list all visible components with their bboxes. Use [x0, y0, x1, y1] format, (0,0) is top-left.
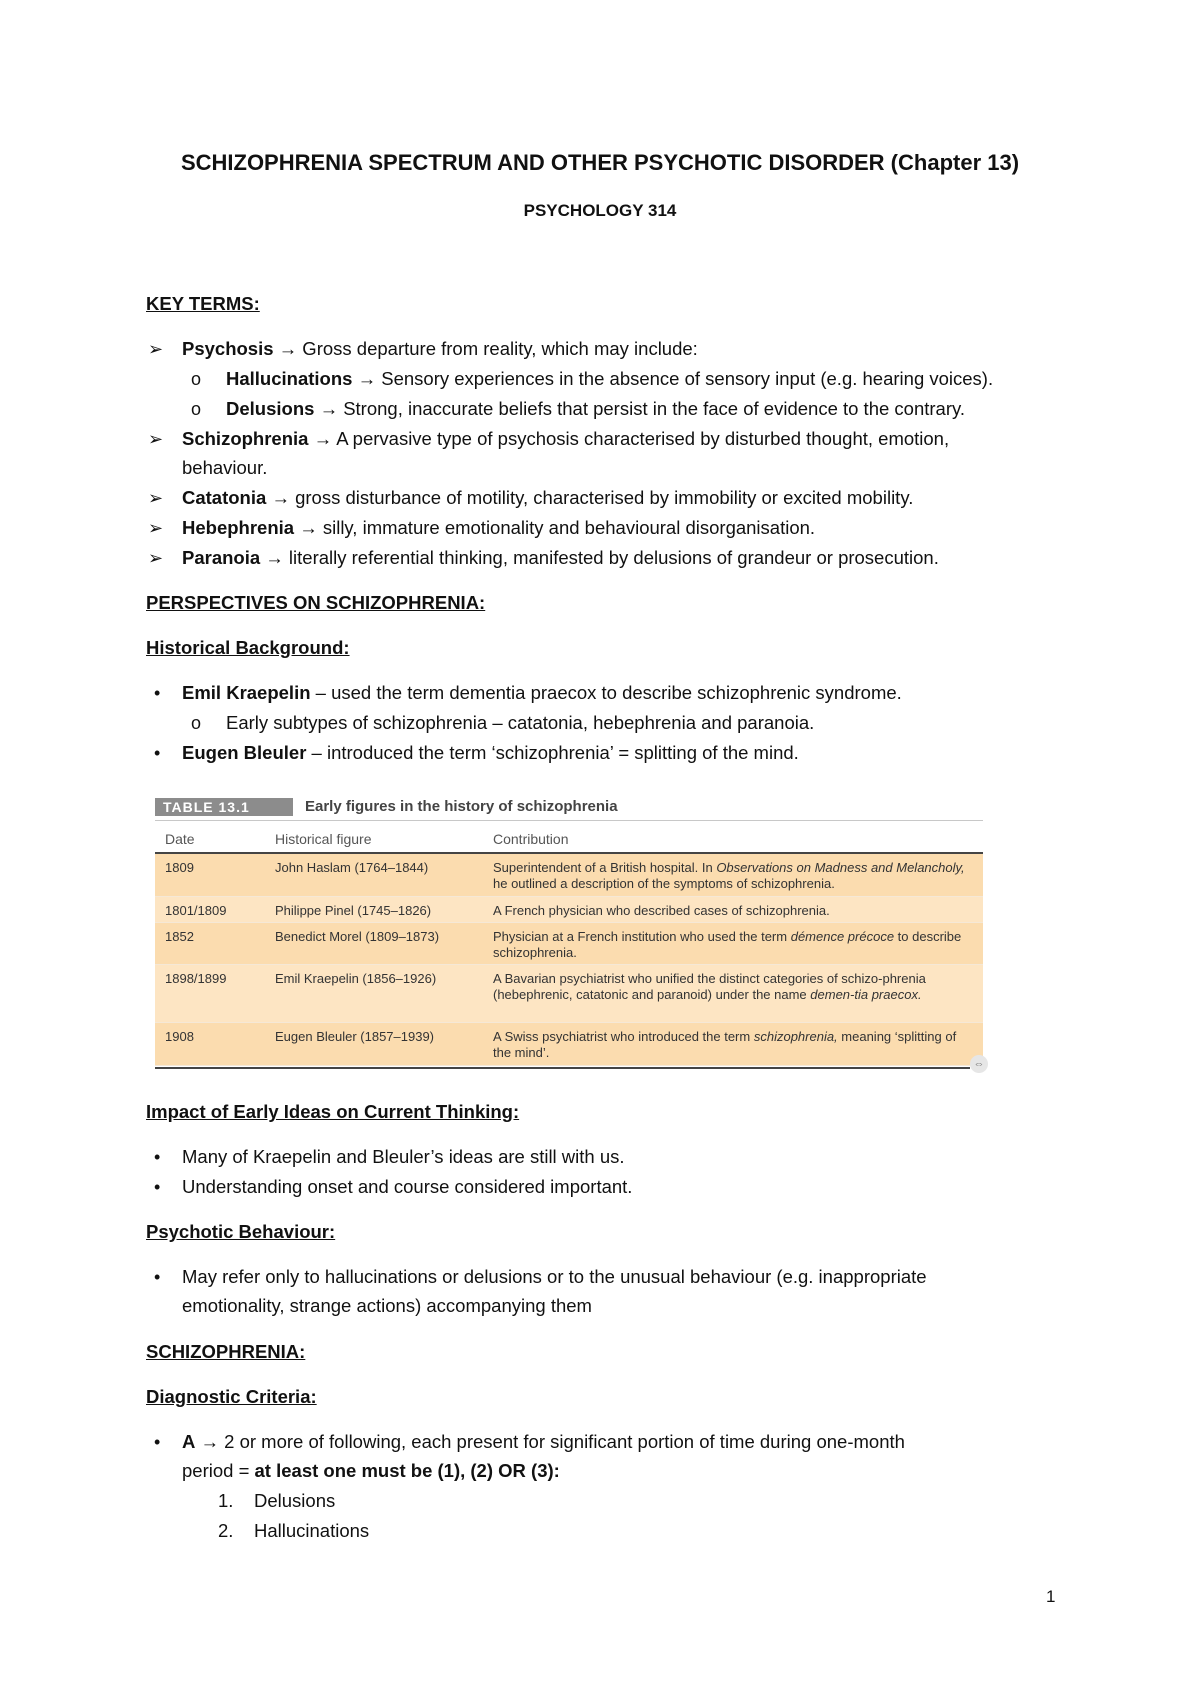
table-row — [155, 854, 983, 897]
dot-bullet-icon: • — [154, 1432, 161, 1452]
term-psychosis: Psychosis — [182, 338, 274, 359]
term-definition: gross disturbance of motility, characterised by immobility or excited mobility. — [289, 487, 914, 508]
term-schizophrenia: Schizophrenia — [182, 428, 309, 449]
sub-bullet-icon: o — [191, 399, 202, 419]
table-divider — [155, 1067, 970, 1069]
arrow-icon: → — [200, 1431, 220, 1452]
cell-contribution: Physician at a French institution who used the term démence précoce to describe schizophrenia. — [493, 929, 962, 960]
criterion-item: Hallucinations — [254, 1520, 370, 1541]
term-definition: Gross departure from reality, which may include: — [297, 338, 698, 359]
arrow-icon: → — [278, 338, 298, 359]
arrow-icon: → — [357, 368, 377, 389]
schizophrenia-heading: SCHIZOPHRENIA: — [146, 1341, 306, 1362]
course-code: PSYCHOLOGY 314 — [523, 201, 677, 220]
list-item — [0, 680, 1200, 710]
term-definition: silly, immature emotionality and behavioural disorganisation. — [317, 517, 816, 538]
historical-background-heading: Historical Background: — [146, 637, 350, 658]
history-table — [155, 796, 985, 1069]
cell-figure: Emil Kraepelin (1856–1926) — [275, 971, 437, 986]
column-header-contribution: Contribution — [493, 831, 569, 847]
cell-contribution: A Bavarian psychiatrist who unified the distinct categories of schizo-phrenia (hebephrenic, catatonic and paranoid) under the name demen-tia praecox. — [493, 971, 926, 1002]
criterion-label: A — [182, 1431, 196, 1452]
cell-date: 1898/1899 — [165, 971, 227, 986]
list-item — [0, 396, 1200, 426]
arrow-bullet-icon: ➢ — [148, 339, 164, 359]
dot-bullet-icon: • — [154, 743, 161, 763]
cell-figure: Benedict Morel (1809–1873) — [275, 929, 440, 944]
term-hallucinations: Hallucinations — [226, 368, 353, 389]
list-item — [0, 1488, 1200, 1518]
list-item — [0, 366, 1200, 396]
subtypes-text: Early subtypes of schizophrenia – catatonia, hebephrenia and paranoia. — [226, 712, 815, 733]
list-item — [0, 515, 1200, 545]
term-delusions: Delusions — [226, 398, 315, 419]
psychotic-behaviour-heading: Psychotic Behaviour: — [146, 1221, 336, 1242]
arrow-icon: → — [313, 428, 333, 449]
figure-name: Eugen Bleuler — [182, 742, 307, 763]
list-item — [0, 710, 1200, 740]
arrow-icon: → — [299, 517, 318, 538]
arrow-bullet-icon: ➢ — [148, 488, 164, 508]
term-definition: literally referential thinking, manifested by delusions of grandeur or prosecution. — [283, 547, 939, 568]
table-badge: TABLE 13.1 — [155, 798, 293, 816]
table-row — [155, 965, 983, 1023]
list-item — [0, 426, 1200, 456]
impact-item: Understanding onset and course considered important. — [182, 1176, 633, 1197]
term-definition-continuation: behaviour. — [182, 457, 268, 478]
table-caption: Early figures in the history of schizophrenia — [305, 798, 618, 815]
dot-bullet-icon: • — [154, 683, 161, 703]
list-item — [0, 1264, 1200, 1294]
table-row — [155, 923, 983, 965]
expand-icon[interactable]: ⇔ — [970, 1055, 988, 1073]
list-item — [0, 1144, 1200, 1174]
table-divider — [155, 820, 983, 821]
list-item — [0, 1429, 1200, 1459]
sub-bullet-icon: o — [191, 713, 202, 733]
list-number: 2. — [218, 1520, 234, 1541]
term-catatonia: Catatonia — [182, 487, 267, 508]
dot-bullet-icon: • — [154, 1267, 161, 1287]
document-title: SCHIZOPHRENIA SPECTRUM AND OTHER PSYCHOTIC DISORDER (Chapter 13) — [180, 150, 1020, 175]
diagnostic-criteria-heading: Diagnostic Criteria: — [146, 1386, 317, 1407]
key-terms-heading: KEY TERMS: — [146, 293, 260, 314]
figure-name: Emil Kraepelin — [182, 682, 311, 703]
perspectives-heading: PERSPECTIVES ON SCHIZOPHRENIA: — [146, 592, 486, 613]
arrow-bullet-icon: ➢ — [148, 548, 164, 568]
cell-contribution: A Swiss psychiatrist who introduced the term schizophrenia, meaning ‘splitting of the mind’. — [493, 1029, 957, 1060]
behaviour-text-continuation: emotionality, strange actions) accompanying them — [182, 1295, 592, 1316]
dot-bullet-icon: • — [154, 1147, 161, 1167]
column-header-figure: Historical figure — [275, 831, 372, 847]
term-definition: Sensory experiences in the absence of sensory input (e.g. hearing voices). — [376, 368, 994, 389]
impact-heading: Impact of Early Ideas on Current Thinking: — [146, 1101, 520, 1122]
cell-figure: John Haslam (1764–1844) — [275, 860, 429, 875]
list-item — [0, 336, 1200, 366]
criterion-continuation: period = at least one must be (1), (2) OR (3): — [182, 1460, 560, 1481]
table-row — [155, 1023, 983, 1066]
criterion-item: Delusions — [254, 1490, 336, 1511]
cell-contribution: A French physician who described cases of schizophrenia. — [493, 903, 830, 918]
arrow-bullet-icon: ➢ — [148, 518, 164, 538]
term-paranoia: Paranoia — [182, 547, 261, 568]
cell-figure: Eugen Bleuler (1857–1939) — [275, 1029, 435, 1044]
list-item — [0, 1518, 1200, 1548]
cell-figure: Philippe Pinel (1745–1826) — [275, 903, 432, 918]
cell-date: 1852 — [165, 929, 194, 944]
table-row — [155, 897, 983, 923]
cell-date: 1809 — [165, 860, 194, 875]
term-definition: A pervasive type of psychosis characterised by disturbed thought, emotion, — [332, 428, 950, 449]
column-header-date: Date — [165, 831, 195, 847]
figure-description: – used the term dementia praecox to describe schizophrenic syndrome. — [310, 682, 902, 703]
table-header — [155, 796, 985, 822]
cell-contribution: Superintendent of a British hospital. In Observations on Madness and Melancholy, he outlined a description of the symptoms of schizophrenia. — [493, 860, 965, 891]
figure-description: – introduced the term ‘schizophrenia’ = splitting of the mind. — [306, 742, 799, 763]
sub-bullet-icon: o — [191, 369, 202, 389]
page-number: 1 — [1046, 1587, 1056, 1606]
criterion-text: 2 or more of following, each present for significant portion of time during one-month — [219, 1431, 905, 1452]
term-definition: Strong, inaccurate beliefs that persist in the face of evidence to the contrary. — [338, 398, 966, 419]
arrow-bullet-icon: ➢ — [148, 429, 164, 449]
arrow-icon: → — [319, 398, 339, 419]
term-hebephrenia: Hebephrenia — [182, 517, 295, 538]
list-item — [0, 1174, 1200, 1204]
impact-item: Many of Kraepelin and Bleuler’s ideas are still with us. — [182, 1146, 625, 1167]
list-item — [0, 485, 1200, 515]
behaviour-text: May refer only to hallucinations or delusions or to the unusual behaviour (e.g. inappropriate — [182, 1266, 927, 1287]
arrow-icon: → — [265, 547, 284, 568]
arrow-icon: → — [271, 487, 290, 508]
cell-date: 1908 — [165, 1029, 194, 1044]
list-item — [0, 740, 1200, 770]
table-column-headers — [155, 822, 985, 852]
dot-bullet-icon: • — [154, 1177, 161, 1197]
list-number: 1. — [218, 1490, 234, 1511]
list-item — [0, 545, 1200, 575]
cell-date: 1801/1809 — [165, 903, 227, 918]
